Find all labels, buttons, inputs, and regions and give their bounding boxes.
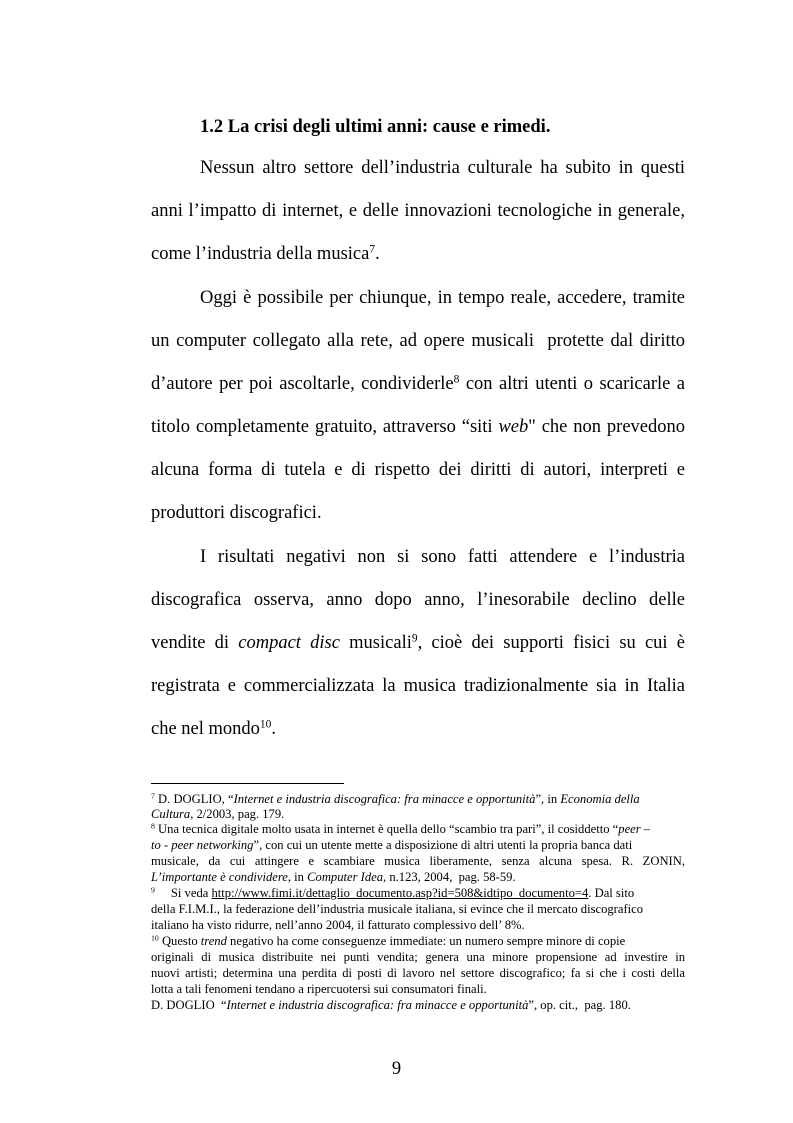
footnote-9-line-3: italiano ha visto ridurre, nell’anno 2004, il fatturato complessivo dell’ 8%.	[151, 918, 525, 932]
footnote-10-line-1: $^{10}$ Questo trend negativo ha come conseguenze immediate: un numero sempre minore di copie	[151, 933, 626, 948]
footnote-8-line-4: L’importante è condividere, in Computer Idea, n.123, 2004, pag. 58-59.	[151, 870, 516, 884]
paragraph-2-line-1: Oggi è possibile per chiunque, in tempo reale, accedere, tramite	[200, 288, 685, 308]
footnote-separator	[151, 783, 344, 784]
footnote-10-line-4: lotta a tali fenomeni tendano a ripercuotersi sui consumatori finali.	[151, 982, 487, 996]
footnote-10-line-3: nuovi artisti; determina una perdita di posti di lavoro nel settore discografico; fa si che i costi della	[151, 966, 685, 980]
footnote-7-line-2: Cultura, 2/2003, pag. 179.	[151, 807, 285, 821]
section-heading: 1.2 La crisi degli ultimi anni: cause e rimedi.	[200, 117, 551, 137]
paragraph-2-line-4: titolo completamente gratuito, attraverso “siti web" che non prevedono	[151, 417, 685, 437]
paragraph-2-line-3: d’autore per poi ascoltarle, condividerle$^8$ con altri utenti o scaricarle a	[151, 373, 685, 394]
paragraph-2-line-5: alcuna forma di tutela e di rispetto dei diritti di autori, interpreti e	[151, 460, 685, 480]
footnote-9-line-1: $^9$ Si veda http://www.fimi.it/dettaglio_documento.asp?id=508&idtipo_documento=4. Dal sito	[151, 885, 635, 900]
footnote-10-line-2: originali di musica distribuite nei punti vendita; genera una minore propensione ad investire in	[151, 950, 685, 964]
footnote-8-line-3: musicale, da cui attingere e scambiare musica liberamente, senza alcuna spesa. R. ZONIN,	[151, 854, 685, 868]
footnote-8-line-2: to - peer networking”, con cui un utente mette a disposizione di altri utenti la propria banca dati	[151, 838, 633, 852]
footnote-ref-10: 10	[259, 718, 272, 731]
footnote-9-line-2: della F.I.M.I., la federazione dell’industria musicale italiana, si evince che il mercato discografico	[151, 902, 644, 916]
paragraph-3-line-5: che nel mondo$^{10}$.	[151, 718, 277, 739]
paragraph-1-line-3: come l’industria della musica$^7$.	[151, 243, 380, 264]
paragraph-3-line-4: registrata e commercializzata la musica tradizionalmente sia in Italia	[151, 676, 685, 696]
footnote-7-line-1: $^7$ D. DOGLIO, “Internet e industria discografica: fra minacce e opportunità”, in Economia della	[151, 791, 640, 806]
paragraph-2-line-6: produttori discografici.	[151, 503, 322, 523]
footnote-ref-7: 7	[369, 243, 376, 256]
footnote-ref-9: 9	[411, 632, 418, 645]
paragraph-3-line-2: discografica osserva, anno dopo anno, l’inesorabile declino delle	[151, 590, 685, 610]
footnote-ref-8: 8	[453, 373, 460, 386]
fimi-link[interactable]: http://www.fimi.it/dettaglio_documento.asp?id=508&idtipo_documento=4	[211, 886, 589, 900]
footnote-10-line-5: D. DOGLIO “Internet e industria discografica: fra minacce e opportunità”, op. cit., pag. 180.	[151, 998, 631, 1012]
paragraph-3-line-1: I risultati negativi non si sono fatti attendere e l’industria	[200, 547, 685, 567]
paragraph-3-line-3: vendite di compact disc musicali$^9$, cioè dei supporti fisici su cui è	[151, 632, 685, 653]
paragraph-2-line-2: un computer collegato alla rete, ad opere musicali protette dal diritto	[151, 331, 685, 351]
page-number: 9	[391, 1059, 402, 1079]
paragraph-1-line-1: Nessun altro settore dell’industria culturale ha subito in questi	[200, 158, 685, 178]
paragraph-1-line-2: anni l’impatto di internet, e delle innovazioni tecnologiche in generale,	[151, 201, 685, 221]
footnote-8-line-1: $^8$ Una tecnica digitale molto usata in internet è quella dello “scambio tra pari”, il cosiddetto “peer –	[151, 821, 651, 836]
